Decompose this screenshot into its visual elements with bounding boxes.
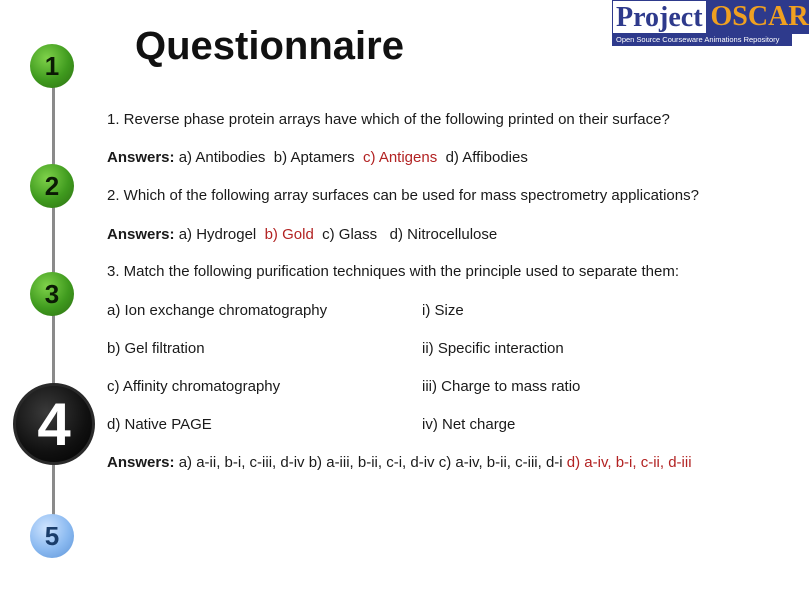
answer-3d-correct[interactable]: d) a-iv, b-i, c-ii, d-iii (566, 454, 692, 471)
answer-2a[interactable]: a) Hydrogel (178, 226, 257, 243)
question-1: 1. Reverse phase protein arrays have which of the following printed on their surface? (107, 111, 670, 128)
answers-1-label: Answers: (107, 149, 175, 166)
nav-step-3-label: 3 (44, 278, 60, 309)
page-title: Questionnaire (135, 24, 404, 68)
technique-b: b) Gel filtration (107, 340, 205, 357)
project-oscar-logo (612, 0, 809, 46)
nav-step-2-label: 2 (44, 170, 60, 201)
answer-2c[interactable]: c) Glass (322, 226, 378, 243)
principle-i: i) Size (422, 302, 464, 319)
technique-a: a) Ion exchange chromatography (107, 302, 328, 319)
nav-step-5-label: 5 (44, 520, 60, 551)
answer-1c-correct[interactable]: c) Antigens (363, 149, 438, 166)
answer-1a[interactable]: a) Antibodies (178, 149, 266, 166)
logo-word-project: Project (612, 0, 707, 34)
nav-step-4-label: 4 (37, 390, 71, 458)
nav-step-2[interactable] (30, 164, 74, 208)
logo-word-oscar: OSCAR (707, 0, 809, 34)
principle-iii: iii) Charge to mass ratio (422, 378, 581, 395)
principle-iv: iv) Net charge (422, 416, 516, 433)
nav-step-1[interactable] (30, 44, 74, 88)
technique-c: c) Affinity chromatography (107, 378, 281, 395)
logo-subtitle: Open Source Courseware Animations Repository (612, 34, 792, 46)
answer-1d[interactable]: d) Affibodies (445, 149, 528, 166)
answer-1b[interactable]: b) Aptamers (273, 149, 355, 166)
nav-step-4-active[interactable] (13, 383, 95, 465)
technique-d: d) Native PAGE (107, 416, 212, 433)
answers-3-label: Answers: (107, 454, 175, 471)
nav-step-1-label: 1 (44, 50, 60, 81)
answer-3-options[interactable]: a) a-ii, b-i, c-iii, d-iv b) a-iii, b-ii, c-i, d-iv c) a-iv, b-ii, c-iii, d-i (178, 454, 563, 471)
nav-step-5[interactable] (30, 514, 74, 558)
principle-ii: ii) Specific interaction (422, 340, 564, 357)
answer-2b-correct[interactable]: b) Gold (264, 226, 314, 243)
answers-2 (107, 226, 497, 244)
answers-1 (107, 149, 528, 167)
answers-3 (107, 454, 692, 472)
question-3: 3. Match the following purification techniques with the principle used to separate them: (107, 263, 679, 280)
answer-2d[interactable]: d) Nitrocellulose (389, 226, 498, 243)
question-2: 2. Which of the following array surfaces can be used for mass spectrometry applications? (107, 187, 699, 204)
nav-step-3[interactable] (30, 272, 74, 316)
answers-2-label: Answers: (107, 226, 175, 243)
